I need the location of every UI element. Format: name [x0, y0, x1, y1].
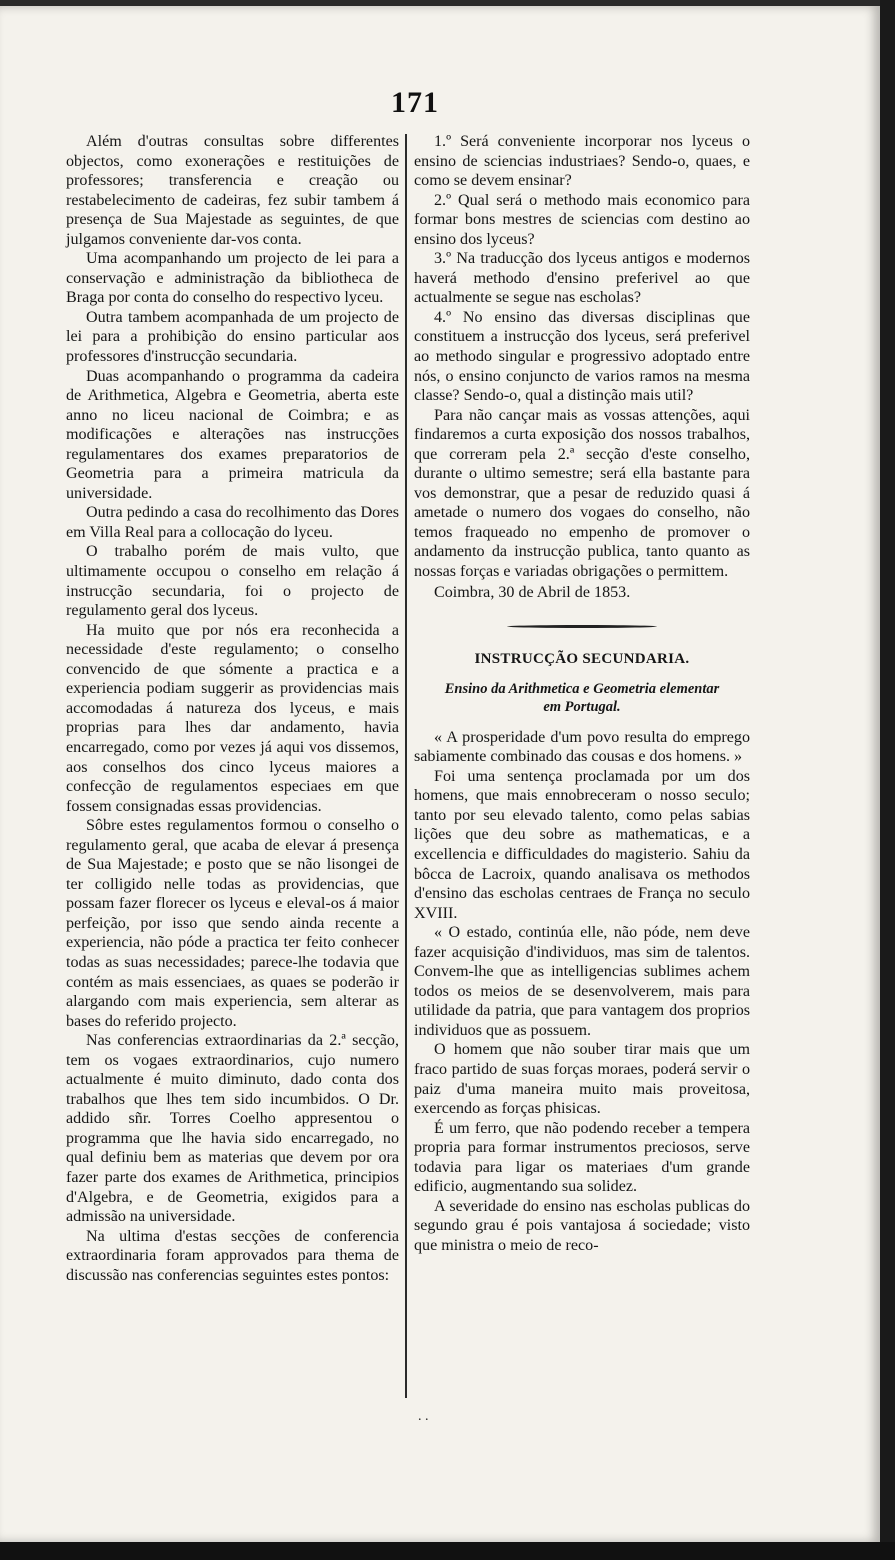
paragraph: « A prosperidade d'um povo resulta do emprego sabiamente combinado das cousas e dos homens. » — [414, 728, 750, 766]
paragraph: Outra pedindo a casa do recolhimento das Dores em Villa Real para a collocação do lyceu. — [66, 504, 399, 541]
paragraph: Foi uma sentença proclamada por um dos homens, que mais ennobreceram o nosso seculo; tanto por seu elevado talento, como pelas sabias lições que deu sobre as mathematicas, e a excellencia e difficuldades do magisterio. Sahiu da bôcca de Lacroix, quando analisava os methodos d'ensino das escholas centraes de França no seculo XVIII. — [414, 767, 750, 922]
question-item: 4.º No ensino das diversas disciplinas que constituem a instrucção dos lyceus, será preferivel ao methodo singular e progressivo adoptado entre nós, o ensino conjuncto de varios ramos na mesma classe? Sendo-o, qual a distinção mais util? — [414, 308, 750, 405]
catchword: . . — [418, 1409, 429, 1424]
paragraph: A severidade do ensino nas escholas publicas do segundo grau é pois vantajosa á sociedade; visto que ministra o meio de reco- — [414, 1197, 750, 1254]
paragraph: Além d'outras consultas sobre differentes objectos, como exonerações e restituições de professores; transferencia e creação ou restabelecimento de cadeiras, fez subir tambem á presença de Sua Majestade as seguintes, de que julgamos conveniente dar-vos conta. — [66, 133, 399, 248]
right-column — [414, 132, 750, 1255]
page-number: 171 — [391, 86, 439, 119]
paragraph: O trabalho porém de mais vulto, que ultimamente occupou o conselho em relação á instrucção secundaria, foi o projecto de regulamento geral dos lyceus. — [66, 543, 399, 620]
page-edge-shadow — [880, 0, 895, 1560]
paragraph: Outra tambem acompanhada de um projecto de lei para a prohibição do ensino particular aos professores d'instrucção secundaria. — [66, 308, 399, 366]
section-heading: INSTRUCÇÃO SECUNDARIA. — [474, 651, 690, 668]
paragraph: Uma acompanhando um projecto de lei para a conservação e administração da bibliotheca de Braga por conta do conselho do respectivo lyceu. — [66, 250, 399, 307]
question-item: 1.º Será conveniente incorporar nos lyceus o ensino de sciencias industriaes? Sendo-o, quaes, e como se devem ensinar? — [414, 133, 750, 190]
question-item: 3.º Na traducção dos lyceus antigos e modernos haverá methodo d'ensino preferivel ao que actualmente se segue nas escholas? — [414, 250, 750, 307]
paragraph: Duas acompanhando o programma da cadeira de Arithmetica, Algebra e Geometria, aberta este anno no liceu nacional de Coimbra; e as modificações e alterações nas instrucções regulamentares dos exames preparatorios de Geometria para a primeira matricula da universidade. — [66, 367, 399, 502]
section-subtitle: Ensino da Arithmetica e Geometria elementar em Portugal. — [444, 680, 720, 715]
paragraph: É um ferro, que não podendo receber a tempera propria para formar instrumentos preciosos, serve todavia para ligar os materiaes d'um grande edificio, augmentando sua solidez. — [414, 1119, 750, 1196]
paragraph: Nas conferencias extraordinarias da 2.ª secção, tem os vogaes extraordinarios, cujo numero actualmente é muito diminuto, dado conta dos trabalhos que lhes tem sido incumbidos. O Dr. addido sñr. Torres Coelho appresentou o programma que lhe havia sido encarregado, no qual definiu bem as materias que devem por ora fazer parte dos exames de Arithmetica, principios d'Algebra, e de Geometria, exigidos para a admissão na universidade. — [66, 1032, 399, 1226]
paragraph: Sôbre estes regulamentos formou o conselho o regulamento geral, que acaba de elevar á presença de Sua Majestade; e posto que se não lisongei de ter colligido nelle todas as providencias, que possam fazer florecer os lyceus e eleval-os á maior perfeição, por isso que sendo ainda recente a experiencia, não póde a practica ter feito conhecer todas as suas necessidades; parece-lhe todavia que contém as mais essenciaes, as quaes se poderão ir alargando com mais experiencia, sem alterar as bases do referido projecto. — [66, 817, 399, 1030]
question-item: 2.º Qual será o methodo mais economico para formar bons mestres de sciencias com destino ao ensino dos lyceus? — [414, 191, 750, 248]
left-column — [66, 132, 399, 1285]
paragraph: O homem que não souber tirar mais que um fraco partido de suas forças moraes, poderá servir o paiz d'uma maneira muito mais proveitosa, exercendo as forças phisicas. — [414, 1041, 750, 1118]
book-page — [0, 6, 880, 1542]
paragraph: « O estado, continúa elle, não póde, nem deve fazer acquisição d'individuos, mas sim de talentos. Convem-lhe que as intelligencias sublimes achem todos os meios de se desenvolverem, mais para utilidade da patria, que para vantagem dos proprios individuos que as possuem. — [414, 924, 750, 1039]
column-divider — [405, 134, 407, 1398]
paragraph: Na ultima d'estas secções de conferencia extraordinaria foram approvados para thema de discussão nas conferencias seguintes estes pontos: — [66, 1227, 399, 1284]
paragraph: Ha muito que por nós era reconhecida a necessidade d'este regulamento; o conselho convencido de que sómente a practica e a experiencia podiam suggerir as providencias mais accomodadas á natureza dos lyceus, e mais proprias para lhes dar andamento, havia encarregado, como por vezes já aqui vos dissemos, aos conselhos dos cinco lyceus maiores a confecção de regulamentos especiaes em que fossem consignadas essas providencias. — [66, 621, 399, 815]
section-rule — [507, 625, 657, 628]
place-date-signoff: Coimbra, 30 de Abril de 1853. — [434, 583, 631, 601]
scan-bottom-edge — [0, 1542, 895, 1560]
paragraph: Para não cançar mais as vossas attenções, aqui findaremos a curta exposição dos nossos trabalhos, que correram pela 2.ª secção d'este conselho, durante o ultimo semestre; será ella bastante para vos demonstrar, que a pesar de reduzido quasi á ametade o numero dos vogaes do conselho, não temos fraqueado no empenho de promover o andamento da instrucção publica, tanto quanto as nossas forças e variadas obrigações o permittem. — [414, 406, 750, 581]
